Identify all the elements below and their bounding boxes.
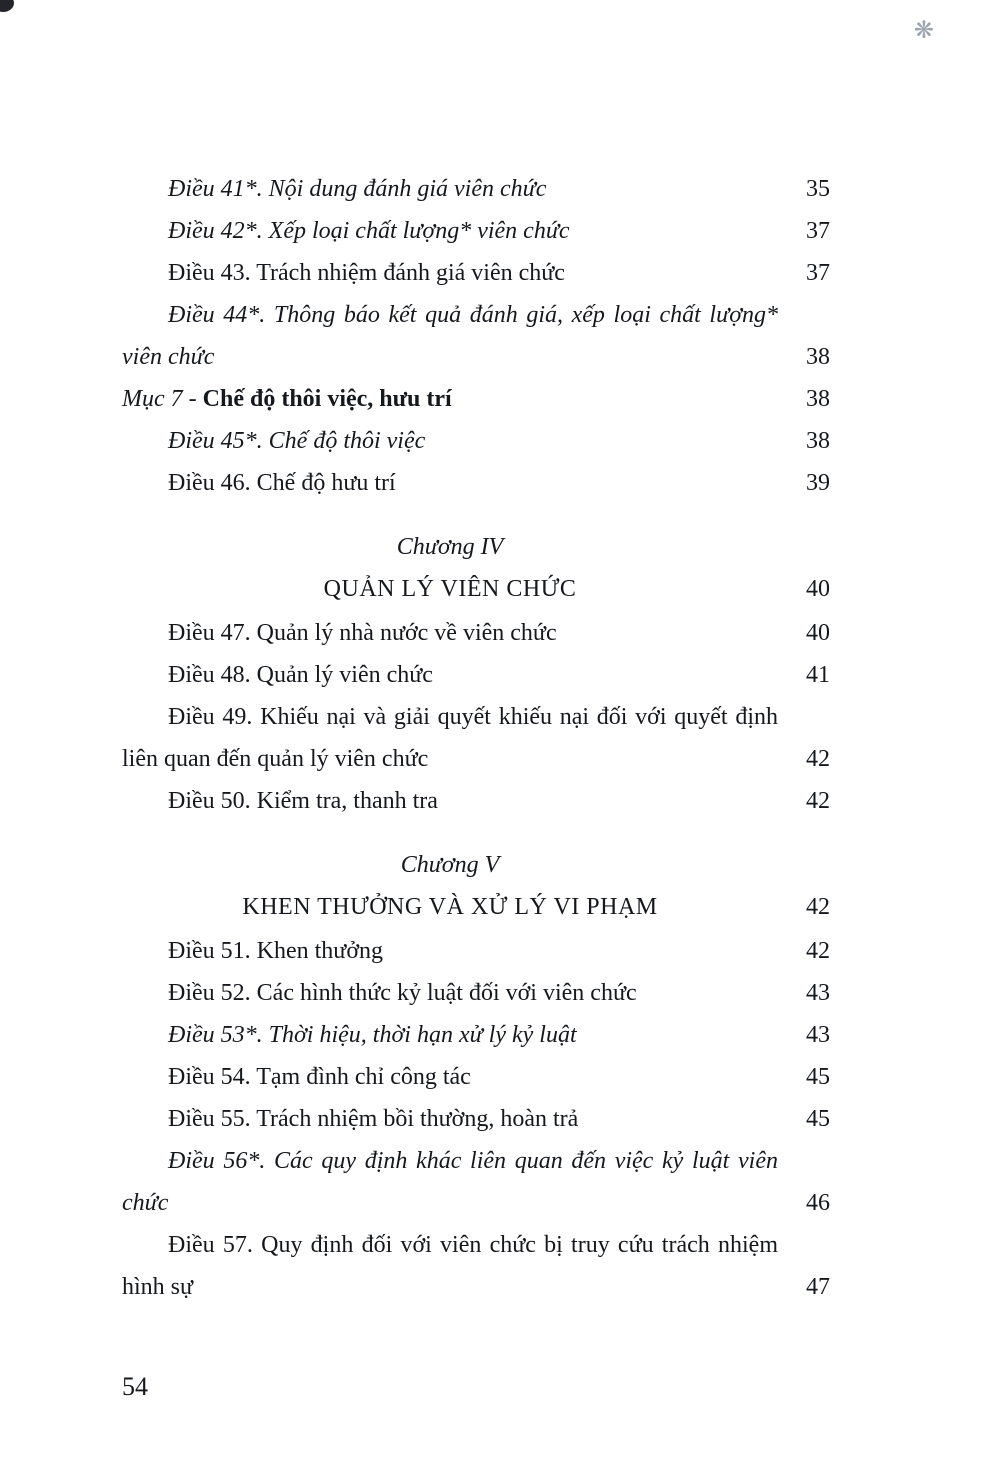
- toc-entry-row: [122, 1098, 830, 1140]
- toc-page-number: 45: [806, 1106, 830, 1132]
- toc-page-number: 35: [806, 176, 830, 202]
- toc-entry-row: [122, 1014, 830, 1056]
- toc-page-number: 42: [806, 938, 830, 964]
- toc-entry-row: [122, 294, 830, 378]
- toc-page-number: 40: [806, 620, 830, 646]
- entry-title: Điều 43. Trách nhiệm đánh giá viên chức: [168, 260, 565, 286]
- entry-title: Điều 54. Tạm đình chỉ công tác: [168, 1064, 471, 1090]
- page-number-footer: 54: [122, 1372, 148, 1401]
- toc-section-row: [122, 378, 830, 420]
- toc-entry-row: [122, 1056, 830, 1098]
- flower-icon: ❋: [913, 16, 934, 44]
- section-prefix: Mục 7 -: [122, 386, 203, 412]
- entry-title: Điều 48. Quản lý viên chức: [168, 662, 433, 688]
- toc-page-number: 37: [806, 218, 830, 244]
- entry-title: Điều 50. Kiểm tra, thanh tra: [168, 788, 438, 814]
- toc-entry-row: [122, 420, 830, 462]
- toc-entry-row: [122, 696, 830, 780]
- toc-entry-row: [122, 780, 830, 822]
- toc-page-number: 42: [806, 788, 830, 814]
- toc-page-number: 38: [806, 428, 830, 454]
- section-name: Chế độ thôi việc, hưu trí: [202, 386, 452, 412]
- section-title: [122, 378, 778, 420]
- toc-page-number: 47: [806, 1274, 830, 1300]
- chapter-title: [122, 844, 778, 928]
- entry-title: Điều 49. Khiếu nại và giải quyết khiếu nại đối với quyết định liên quan đến quản lý viên chức: [122, 704, 778, 772]
- toc-page-number: 45: [806, 1064, 830, 1090]
- toc-entry-row: [122, 654, 830, 696]
- entry-title: Điều 44*. Thông báo kết quả đánh giá, xếp loại chất lượng* viên chức: [122, 302, 778, 370]
- entry-title: Điều 53*. Thời hiệu, thời hạn xử lý kỷ luật: [168, 1022, 577, 1048]
- entry-title: Điều 45*. Chế độ thôi việc: [168, 428, 426, 454]
- entry-title: Điều 46. Chế độ hưu trí: [168, 470, 396, 496]
- entry-title: Điều 56*. Các quy định khác liên quan đến việc kỷ luật viên chức: [122, 1148, 778, 1216]
- entry-title: Điều 47. Quản lý nhà nước về viên chức: [168, 620, 557, 646]
- toc-page-number: 46: [806, 1190, 830, 1216]
- entry-title: Điều 41*. Nội dung đánh giá viên chức: [168, 176, 547, 202]
- chapter-number: Chương IV: [396, 534, 504, 560]
- toc-page-number: 43: [806, 1022, 830, 1048]
- toc-entry-row: [122, 930, 830, 972]
- toc-entry-row: [122, 1224, 830, 1308]
- toc-page-number: 42: [806, 894, 830, 920]
- toc-entry-row: [122, 210, 830, 252]
- entry-title: Điều 52. Các hình thức kỷ luật đối với viên chức: [168, 980, 637, 1006]
- toc-chapter-heading: [122, 526, 830, 610]
- toc-entry-row: [122, 1140, 830, 1224]
- chapter-title: [122, 526, 778, 610]
- toc-entry-row: [122, 168, 830, 210]
- chapter-name: KHEN THƯỞNG VÀ XỬ LÝ VI PHẠM: [242, 894, 658, 920]
- toc-entry-row: [122, 612, 830, 654]
- toc-list: [122, 168, 830, 1308]
- entry-title: Điều 57. Quy định đối với viên chức bị truy cứu trách nhiệm hình sự: [122, 1232, 778, 1300]
- toc-page-number: 42: [806, 746, 830, 772]
- toc-page-number: 37: [806, 260, 830, 286]
- toc-page-number: 41: [806, 662, 830, 688]
- toc-page-number: 38: [806, 386, 830, 412]
- toc-page-number: 39: [806, 470, 830, 496]
- toc-entry-row: [122, 462, 830, 504]
- toc-entry-row: [122, 252, 830, 294]
- entry-title: Điều 42*. Xếp loại chất lượng* viên chức: [168, 218, 570, 244]
- entry-title: Điều 51. Khen thưởng: [168, 938, 384, 964]
- entry-title: Điều 55. Trách nhiệm bồi thường, hoàn trả: [168, 1106, 579, 1132]
- toc-page-number: 40: [806, 576, 830, 602]
- toc-chapter-heading: [122, 844, 830, 928]
- toc-page-number: 38: [806, 344, 830, 370]
- chapter-name: QUẢN LÝ VIÊN CHỨC: [323, 576, 577, 602]
- toc-page-number: 43: [806, 980, 830, 1006]
- chapter-number: Chương V: [400, 852, 500, 878]
- toc-entry-row: [122, 972, 830, 1014]
